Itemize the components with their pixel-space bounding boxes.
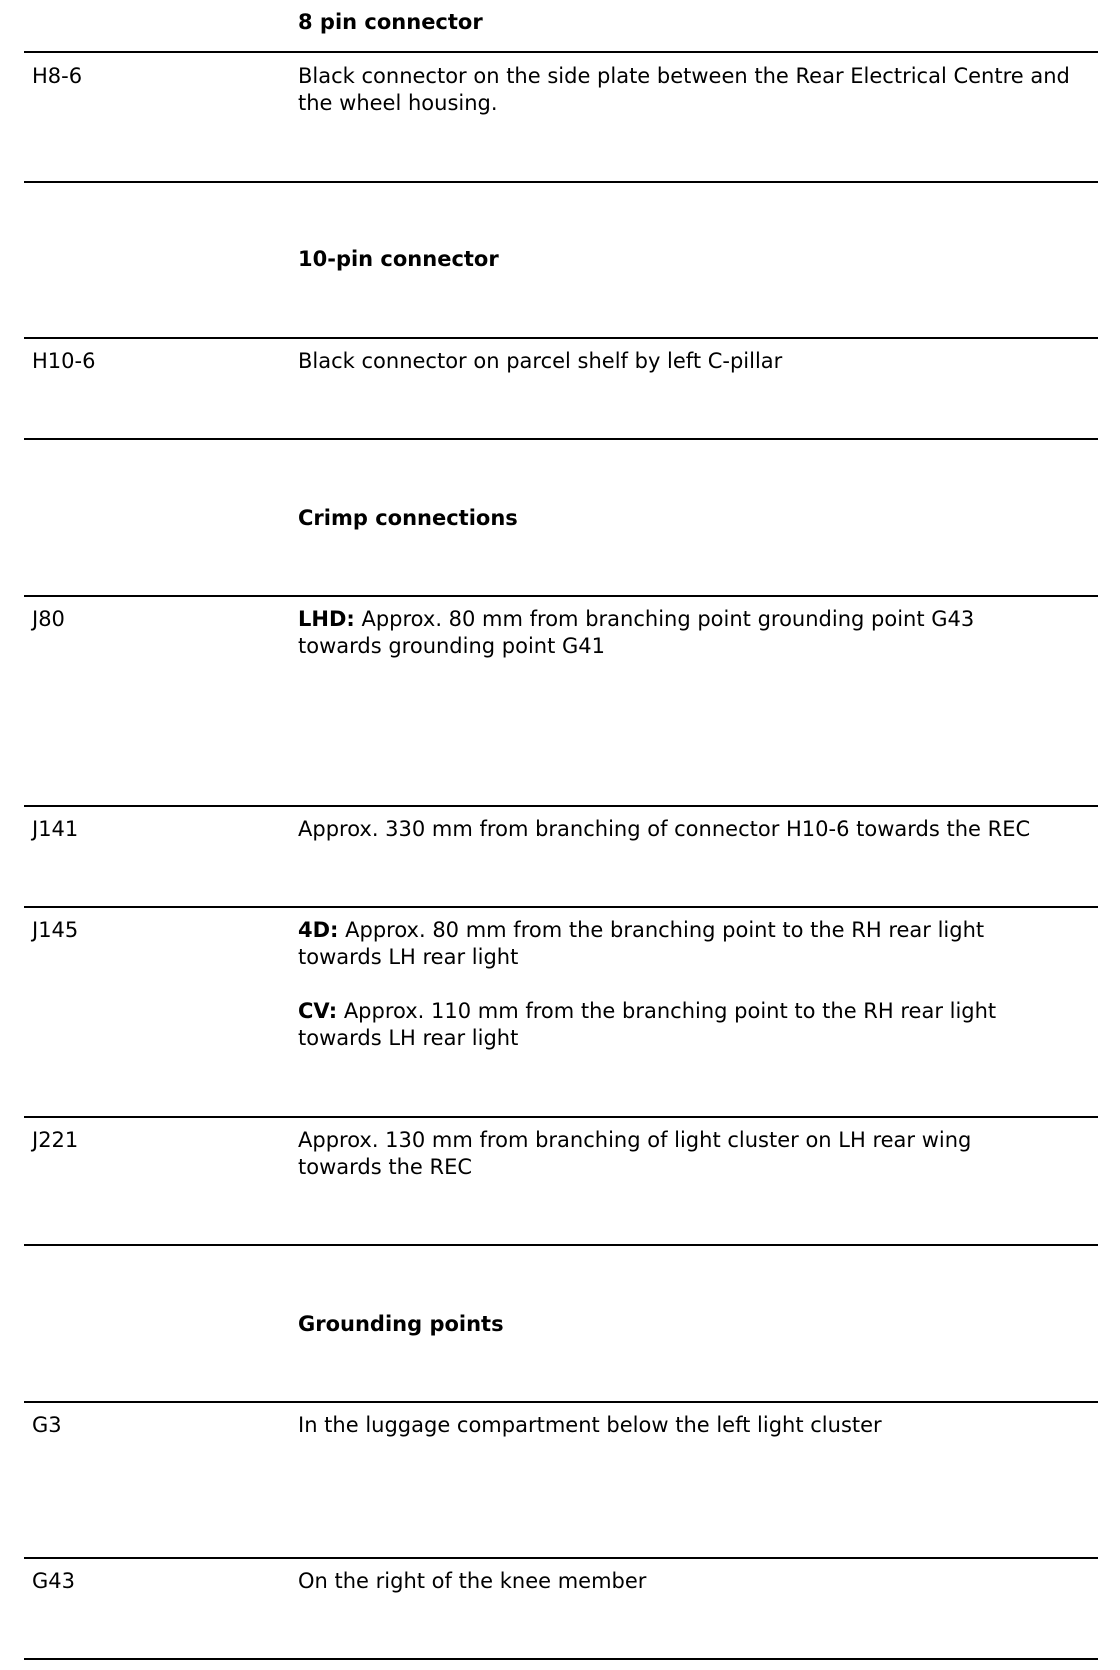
row-divider (24, 906, 1098, 908)
crimp-description (298, 917, 1058, 1052)
row-divider (24, 337, 1098, 339)
row-divider (24, 805, 1098, 807)
section-heading-crimp-connections: Crimp connections (298, 506, 518, 530)
description-text: Approx. 130 mm from branching of light cluster on LH rear wing towards the REC (298, 1128, 972, 1179)
description-text: Black connector on the side plate between the Rear Electrical Centre and the wheel housing. (298, 64, 1070, 115)
variant-label: 4D: (298, 918, 339, 942)
description-text: On the right of the knee member (298, 1569, 647, 1593)
row-divider (24, 1401, 1098, 1403)
row-divider (24, 1116, 1098, 1118)
row-divider (24, 438, 1098, 440)
ground-description (298, 1568, 1098, 1595)
crimp-description (298, 1127, 1058, 1181)
connector-code: H10-6 (32, 349, 96, 373)
connector-description (298, 348, 1098, 375)
row-divider (24, 595, 1098, 597)
crimp-code: J145 (32, 918, 79, 942)
variant-text: Approx. 80 mm from branching point grounding point G43 towards grounding point G41 (298, 607, 975, 658)
variant-text: Approx. 110 mm from the branching point to the RH rear light towards LH rear light (298, 999, 997, 1050)
description-text: Approx. 330 mm from branching of connector H10-6 towards the REC (298, 817, 1031, 841)
crimp-description (298, 816, 1098, 843)
description-text: Black connector on parcel shelf by left C-pillar (298, 349, 783, 373)
section-heading-10-pin-connector: 10-pin connector (298, 247, 499, 271)
description-text: In the luggage compartment below the left light cluster (298, 1413, 882, 1437)
ground-code: G43 (32, 1569, 75, 1593)
row-divider (24, 51, 1098, 53)
description-text (298, 998, 1058, 1052)
crimp-code: J141 (32, 817, 79, 841)
variant-text: Approx. 80 mm from the branching point to the RH rear light towards LH rear light (298, 918, 985, 969)
variant-label: CV: (298, 999, 338, 1023)
description-text (298, 917, 1058, 971)
row-divider (24, 1658, 1098, 1660)
row-divider (24, 1244, 1098, 1246)
crimp-description (298, 606, 1058, 660)
row-divider (24, 181, 1098, 183)
crimp-code: J221 (32, 1128, 79, 1152)
row-divider (24, 1557, 1098, 1559)
variant-label: LHD: (298, 607, 355, 631)
section-heading-8-pin-connector: 8 pin connector (298, 10, 483, 34)
ground-code: G3 (32, 1413, 62, 1437)
crimp-code: J80 (32, 607, 65, 631)
section-heading-grounding-points: Grounding points (298, 1312, 504, 1336)
description-text (298, 606, 1058, 660)
connector-description (298, 63, 1078, 117)
ground-description (298, 1412, 1098, 1439)
connector-code: H8-6 (32, 64, 83, 88)
